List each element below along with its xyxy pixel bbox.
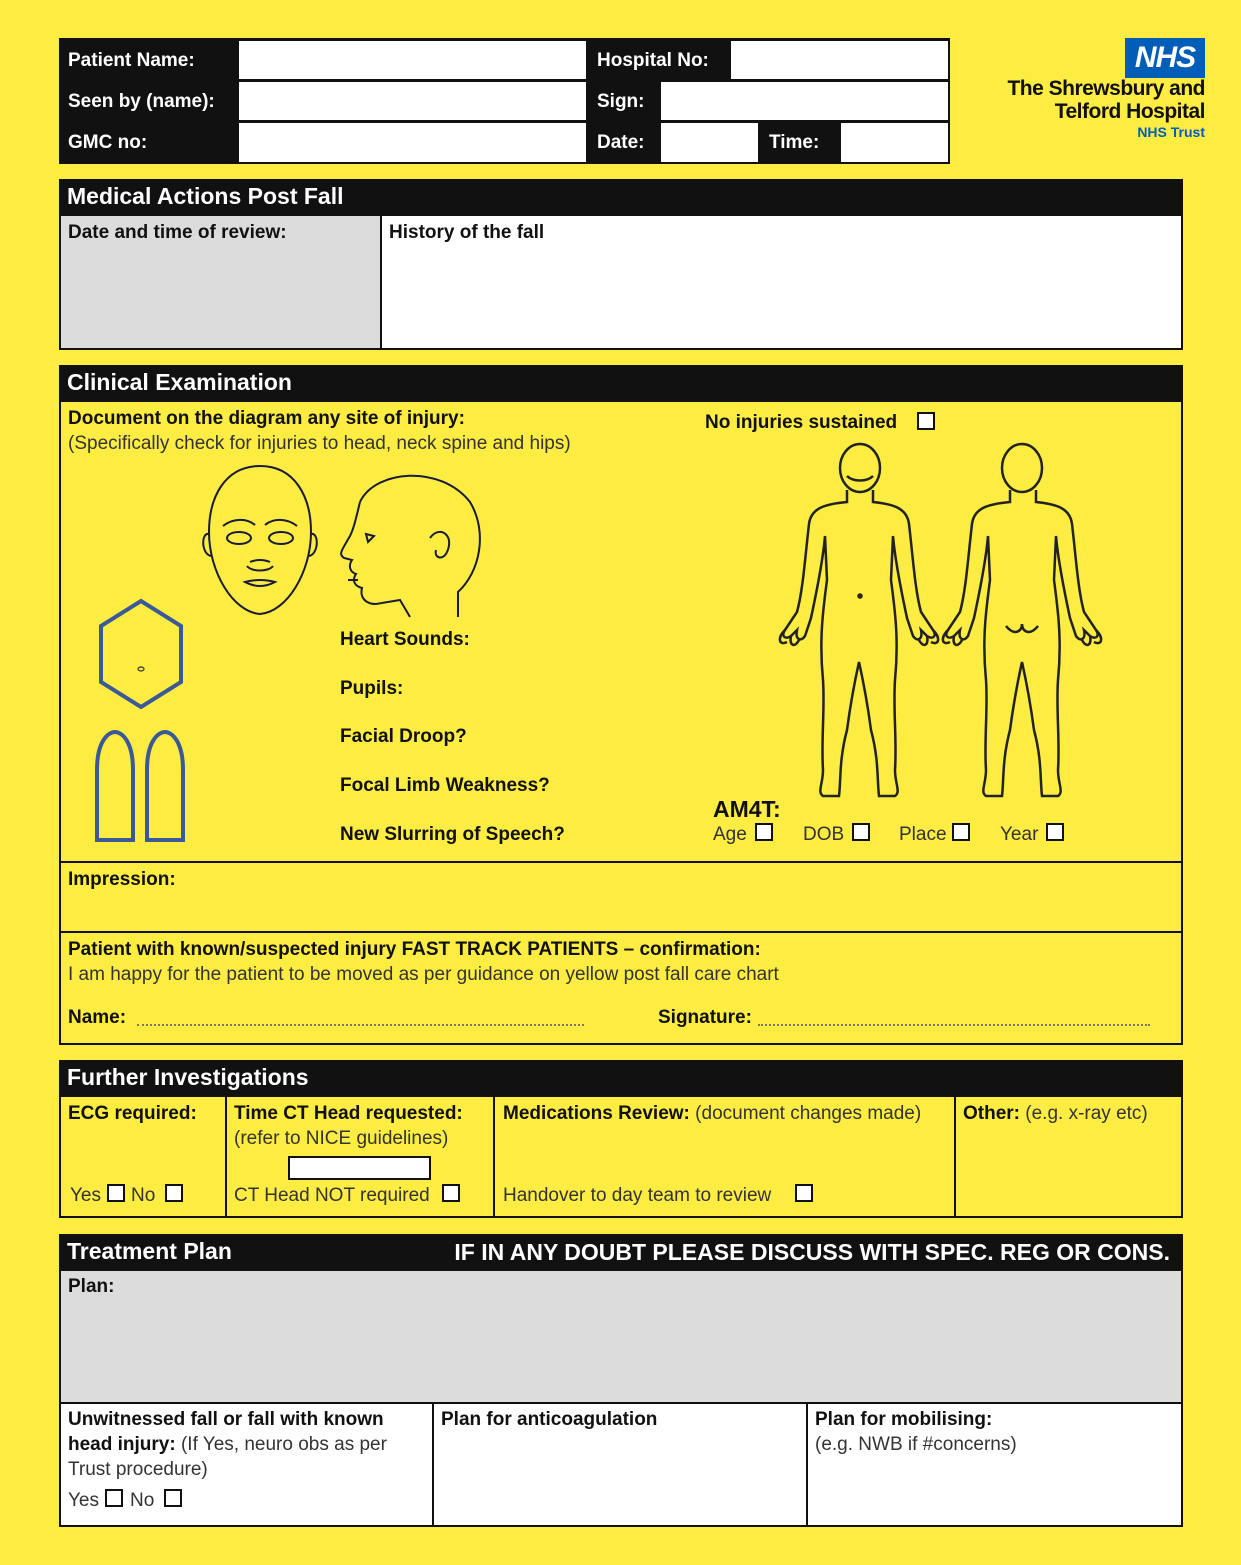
no-injuries-checkbox[interactable] [917, 412, 935, 430]
meds-review-note: (document changes made) [695, 1103, 922, 1124]
am4t-year-checkbox[interactable] [1046, 823, 1064, 841]
unwitnessed-label-1: Unwitnessed fall or fall with known [68, 1409, 384, 1430]
divider [954, 1097, 956, 1218]
fast-track-note: I am happy for the patient to be moved as per guidance on yellow post fall care chart [68, 964, 779, 985]
unwitnessed-yes-checkbox[interactable] [105, 1489, 123, 1507]
fast-track-name-label: Name: [68, 1007, 127, 1028]
time-field[interactable] [839, 121, 950, 164]
unwitnessed-no-label: No [130, 1490, 155, 1511]
slurring-label: New Slurring of Speech? [340, 824, 565, 845]
handover-label: Handover to day team to review [503, 1185, 772, 1206]
anticoag-label: Plan for anticoagulation [441, 1409, 658, 1430]
am4t-place-checkbox[interactable] [952, 823, 970, 841]
body-front-diagram[interactable] [775, 440, 940, 802]
ct-not-required-label: CT Head NOT required [234, 1185, 430, 1206]
date-time-review-label: Date and time of review: [68, 222, 287, 243]
trust-name-line1: The Shrewsbury and [1007, 77, 1205, 100]
trust-name-line3: NHS Trust [1137, 124, 1205, 140]
meds-review-title: Medications Review: [503, 1103, 690, 1124]
am4t-age-checkbox[interactable] [755, 823, 773, 841]
ecg-label: ECG required: [68, 1103, 197, 1124]
document-injury-label: Document on the diagram any site of injury: [68, 408, 465, 429]
sign-field[interactable] [659, 80, 950, 122]
head-front-diagram[interactable] [195, 462, 325, 622]
pupils-label: Pupils: [340, 678, 404, 699]
am4t-age-label: Age [713, 824, 747, 845]
handover-checkbox[interactable] [795, 1184, 813, 1202]
no-injuries-label: No injuries sustained [705, 412, 898, 433]
fast-track-name-field[interactable] [137, 1024, 584, 1026]
time-label: Time: [760, 122, 839, 162]
impression-label: Impression: [68, 869, 176, 890]
fast-track-signature-field[interactable] [758, 1024, 1150, 1026]
date-field[interactable] [659, 121, 760, 164]
plan-label: Plan: [68, 1276, 115, 1297]
ct-head-note: (refer to NICE guidelines) [234, 1128, 449, 1149]
am4t-year-label: Year [1000, 824, 1039, 845]
am4t-dob-label: DOB [803, 824, 845, 845]
unwitnessed-head-injury: head injury: [68, 1434, 176, 1455]
nhs-logo: NHS [1125, 38, 1205, 78]
focal-limb-label: Focal Limb Weakness? [340, 775, 550, 796]
treatment-title: Treatment Plan [59, 1234, 1183, 1271]
am4t-dob-checkbox[interactable] [852, 823, 870, 841]
heart-sounds-label: Heart Sounds: [340, 629, 470, 650]
gmc-field[interactable] [237, 121, 588, 164]
medical-actions-title: Medical Actions Post Fall [59, 179, 1183, 216]
unwitnessed-label-2 [68, 1434, 387, 1456]
clinical-title: Clinical Examination [59, 365, 1183, 402]
ecg-yes-label: Yes [70, 1185, 101, 1206]
feet-diagram[interactable] [93, 730, 188, 845]
unwitnessed-note-2: Trust procedure) [68, 1459, 208, 1480]
am4t-label: AM4T: [713, 796, 781, 822]
divider [432, 1404, 434, 1525]
hospital-no-label: Hospital No: [588, 40, 729, 80]
fast-track-signature-label: Signature: [658, 1007, 752, 1028]
divider [225, 1097, 227, 1218]
trust-name-line2: Telford Hospital [1054, 100, 1205, 123]
plan-field[interactable] [61, 1271, 1181, 1402]
head-side-diagram[interactable] [330, 462, 485, 622]
sign-label: Sign: [588, 81, 659, 121]
ct-head-time-field[interactable] [288, 1156, 431, 1180]
other-title: Other: [963, 1103, 1020, 1124]
torso-diagram[interactable] [98, 598, 184, 710]
investigations-title: Further Investigations [59, 1060, 1183, 1097]
other-note: (e.g. x-ray etc) [1025, 1103, 1148, 1124]
ecg-no-label: No [131, 1185, 156, 1206]
impression-field[interactable] [61, 863, 1181, 931]
date-label: Date: [588, 122, 659, 162]
seen-by-field[interactable] [237, 80, 588, 122]
mobilising-note: (e.g. NWB if #concerns) [815, 1434, 1017, 1455]
gmc-label: GMC no: [59, 122, 237, 162]
patient-name-field[interactable] [237, 39, 588, 81]
mobilising-label: Plan for mobilising: [815, 1409, 993, 1430]
history-label: History of the fall [389, 222, 545, 243]
divider [493, 1097, 495, 1218]
unwitnessed-yes-label: Yes [68, 1490, 99, 1511]
am4t-place-label: Place [899, 824, 947, 845]
treatment-warning: IF IN ANY DOUBT PLEASE DISCUSS WITH SPEC. REG OR CONS. [454, 1239, 1170, 1265]
document-injury-note: (Specifically check for injuries to head, neck spine and hips) [68, 433, 571, 454]
ct-head-label: Time CT Head requested: [234, 1103, 463, 1124]
divider [806, 1404, 808, 1525]
divider [59, 931, 1183, 933]
seen-by-label: Seen by (name): [59, 81, 237, 121]
unwitnessed-note-1: (If Yes, neuro obs as per [180, 1434, 387, 1455]
meds-review-label [503, 1103, 921, 1125]
ecg-no-checkbox[interactable] [165, 1184, 183, 1202]
ecg-yes-checkbox[interactable] [107, 1184, 125, 1202]
fast-track-label: Patient with known/suspected injury FAST TRACK PATIENTS – confirmation: [68, 939, 761, 960]
body-back-diagram[interactable] [940, 440, 1105, 802]
patient-name-label: Patient Name: [59, 40, 237, 80]
other-label [963, 1103, 1148, 1125]
ct-not-required-checkbox[interactable] [442, 1184, 460, 1202]
facial-droop-label: Facial Droop? [340, 726, 467, 747]
hospital-no-field[interactable] [729, 39, 950, 81]
unwitnessed-no-checkbox[interactable] [164, 1489, 182, 1507]
